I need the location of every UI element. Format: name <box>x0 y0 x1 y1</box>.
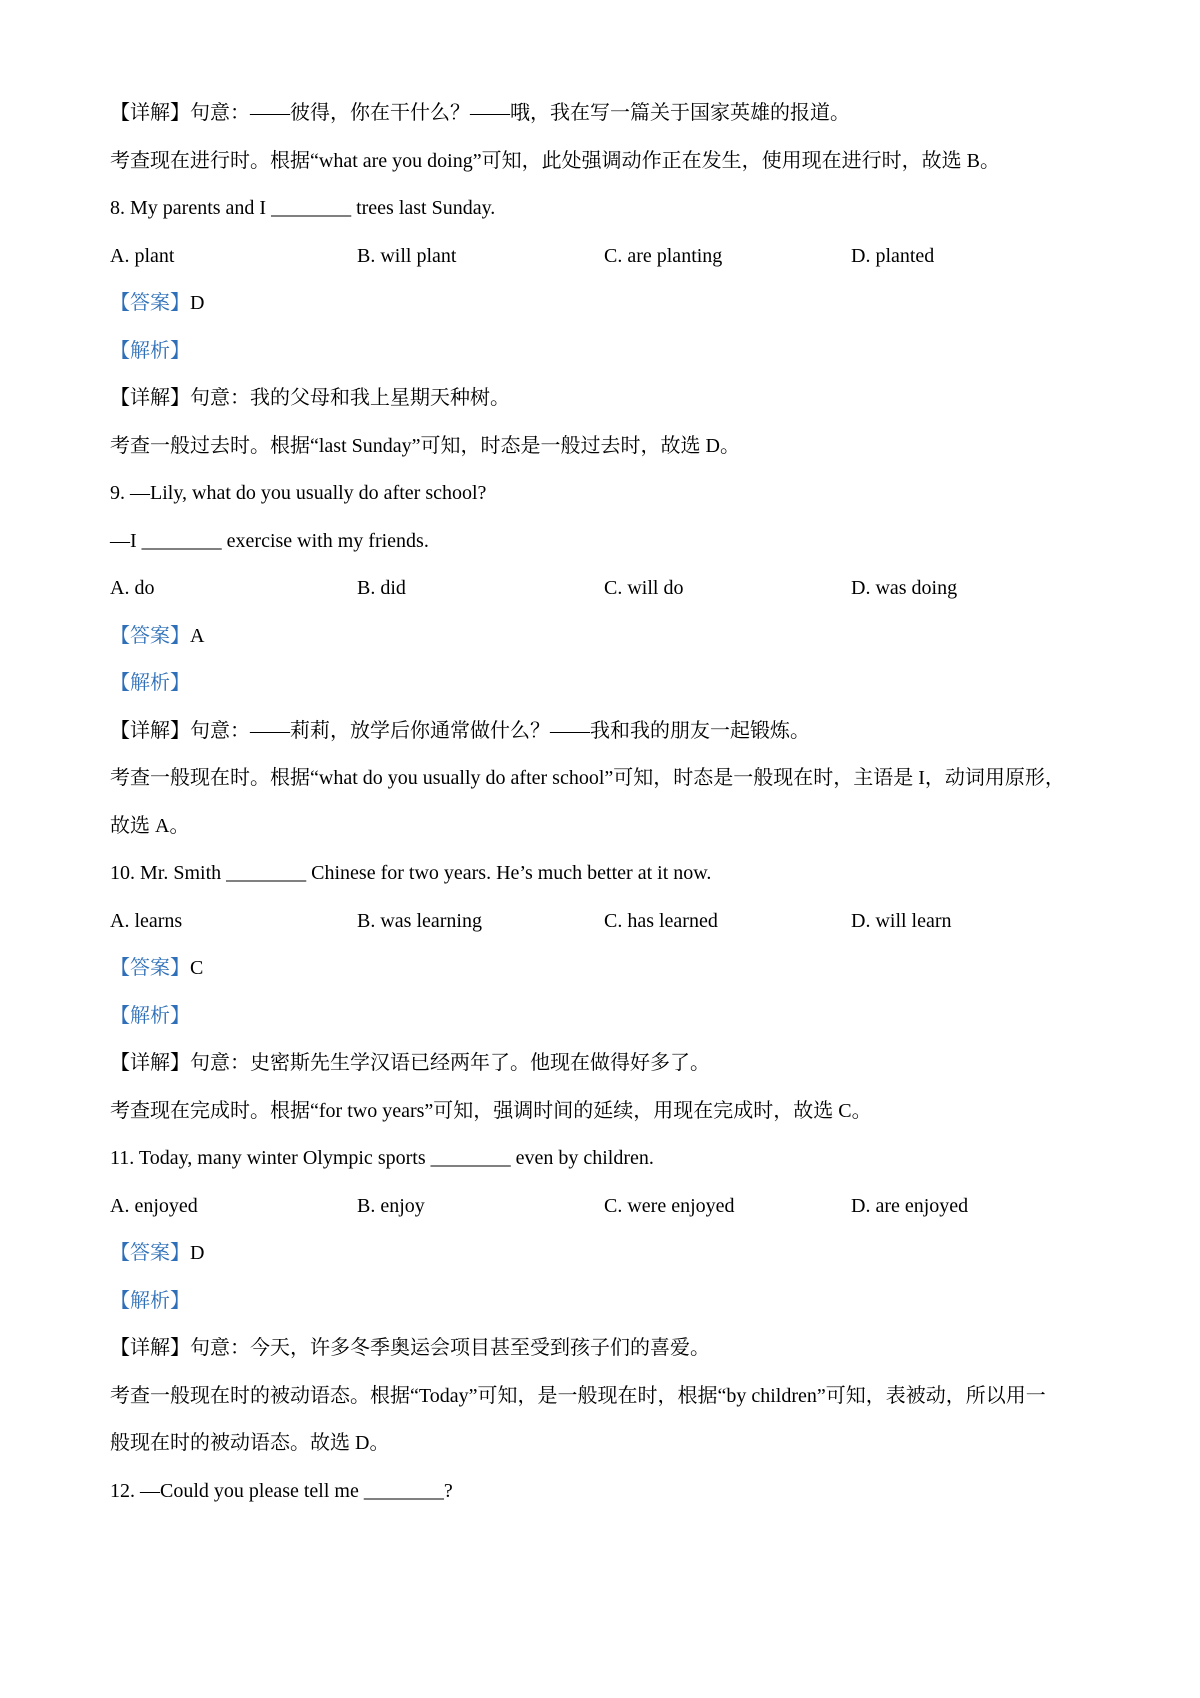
answer-line <box>110 945 1110 993</box>
analysis-label: 【解析】 <box>110 672 190 694</box>
option-item: C. will do <box>604 577 684 599</box>
analysis-label: 【解析】 <box>110 1289 190 1312</box>
answer-line <box>110 1230 1110 1278</box>
answer-options <box>110 233 1110 281</box>
answer-line <box>110 280 1110 328</box>
option-item: A. enjoyed <box>110 1194 198 1217</box>
analysis-label: 【解析】 <box>110 1004 190 1027</box>
answer-value: D <box>190 1242 205 1264</box>
detail-text: 【详解】句意：我的父母和我上星期天种树。 <box>110 387 510 409</box>
answer-label: 【答案】 <box>110 292 190 314</box>
explanation-text: 考查现在进行时。根据“what are you doing”可知，此处强调动作正在发生，使用现在进行时，故选 B。 <box>110 149 1000 172</box>
option-item: A. do <box>110 577 155 599</box>
answer-value: A <box>190 624 205 647</box>
answer-label: 【答案】 <box>110 624 190 647</box>
explanation-text: 故选 A。 <box>110 814 190 837</box>
question-text: —I ________ exercise with my friends. <box>110 529 429 552</box>
answer-options <box>110 565 1110 613</box>
question-text: 9. —Lily, what do you usually do after school? <box>110 482 487 504</box>
detail-text: 【详解】句意：今天，许多冬季奥运会项目甚至受到孩子们的喜爱。 <box>110 1337 710 1359</box>
question-text: 10. Mr. Smith ________ Chinese for two years. He’s much better at it now. <box>110 862 712 884</box>
answer-value: C <box>190 957 204 979</box>
option-item: B. did <box>357 577 406 599</box>
option-item: C. has learned <box>604 909 718 932</box>
answer-label: 【答案】 <box>110 1242 190 1264</box>
question-text: 11. Today, many winter Olympic sports ________ even by children. <box>110 1147 654 1169</box>
answer-options <box>110 898 1110 946</box>
question-text: 12. —Could you please tell me ________? <box>110 1479 453 1502</box>
explanation-text: 考查一般现在时。根据“what do you usually do after school”可知，时态是一般现在时，主语是 I，动词用原形， <box>110 767 1065 789</box>
option-item: C. are planting <box>604 244 723 267</box>
option-item: D. are enjoyed <box>851 1194 969 1217</box>
explanation-text: 考查一般现在时的被动语态。根据“Today”可知，是一般现在时，根据“by children”可知，表被动，所以用一 <box>110 1384 1046 1407</box>
question-text: 8. My parents and I ________ trees last Sunday. <box>110 197 496 219</box>
option-item: C. were enjoyed <box>604 1194 735 1217</box>
explanation-text: 考查现在完成时。根据“for two years”可知，强调时间的延续，用现在完成时，故选 C。 <box>110 1099 872 1122</box>
option-item: A. plant <box>110 244 175 267</box>
option-item: D. will learn <box>851 909 952 932</box>
answer-label: 【答案】 <box>110 957 190 979</box>
answer-options <box>110 1183 1110 1231</box>
answer-line <box>110 613 1110 661</box>
option-item: B. will plant <box>357 244 457 267</box>
analysis-label: 【解析】 <box>110 339 190 362</box>
option-item: D. was doing <box>851 577 958 599</box>
detail-text: 【详解】句意：史密斯先生学汉语已经两年了。他现在做得好多了。 <box>110 1052 710 1074</box>
explanation-text: 考查一般过去时。根据“last Sunday”可知，时态是一般过去时，故选 D。 <box>110 434 740 457</box>
option-item: D. planted <box>851 244 935 267</box>
option-item: B. enjoy <box>357 1194 425 1217</box>
detail-text: 【详解】句意：——彼得，你在干什么？——哦，我在写一篇关于国家英雄的报道。 <box>110 102 850 124</box>
detail-text: 【详解】句意：——莉莉，放学后你通常做什么？——我和我的朋友一起锻炼。 <box>110 719 810 742</box>
explanation-text: 般现在时的被动语态。故选 D。 <box>110 1432 390 1454</box>
option-item: A. learns <box>110 909 183 932</box>
option-item: B. was learning <box>357 909 482 932</box>
answer-value: D <box>190 292 205 314</box>
